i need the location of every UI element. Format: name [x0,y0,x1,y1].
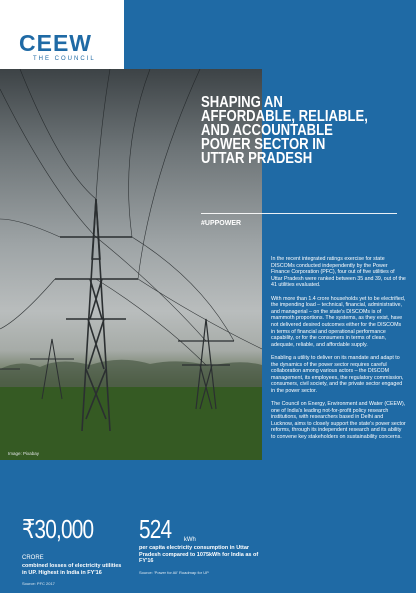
page-title: SHAPING AN AFFORDABLE, RELIABLE, AND ACCOUNTABLE POWER SECTOR IN UTTAR PRADESH [201,94,368,167]
stat-number: 524 [139,514,172,544]
stat-unit: CRORE [22,555,44,561]
logo-tagline: THE COUNCIL [33,56,96,62]
stat-source: Source: 'Power for All' Roadmap for UP [139,569,209,575]
stat-source: Source: PFC 2017 [22,581,55,586]
stat-description: combined losses of electricity utilities in UP. Highest in India in FY'16 [22,563,122,576]
logo-box [0,0,124,69]
stat-number: ₹30,000 [22,514,94,544]
body-paragraph: The Council on Energy, Environment and Water (CEEW), one of India's leading not-for-profit policy research institutions, with researchers based in Delhi and Lucknow, aims to closely support the state's power sector reforms, through its independent research and its ability to convene key stakeholders on sustainability concerns. [271,401,406,441]
body-paragraph: With more than 1.4 crore households yet to be electrified, the impending load – technical, financial, administrative, and managerial – on the state's DISCOMs is of mammoth proportions. The systems, as they exist, have not delivered desired outcomes either for the DISCOMs in terms of financial and operational performance capability, or for the consumers in terms of clean, adequate, reliable, and affordable supply. [271,295,406,348]
photo-credit: Image: Pixabay [8,451,40,456]
body-paragraph: In the recent integrated ratings exercise for state DISCOMs conducted independently by the Power Finance Corporation (PFC), four out of five utilities of Uttar Pradesh were ranked between 35 and 39, out of the 41 utilities evaluated. [271,256,406,289]
title-divider [201,213,397,214]
hashtag: #UPPOWER [201,220,242,227]
stat-losses [22,516,122,586]
stat-consumption [139,516,259,575]
body-paragraph: Enabling a utility to deliver on its mandate and adapt to the dynamics of the power sector requires careful collaboration among various actors – the DISCOM management, its employees, the regulatory commission, consumers, civil society, and the private sector engaged in the power sector. [271,354,404,394]
stat-description: per capita electricity consumption in Uttar Pradesh compared to 1075kWh for India as of FY'16 [139,545,259,564]
logo: CEEW [19,30,92,56]
body-text [271,256,406,447]
stat-unit: kWh [183,537,196,543]
